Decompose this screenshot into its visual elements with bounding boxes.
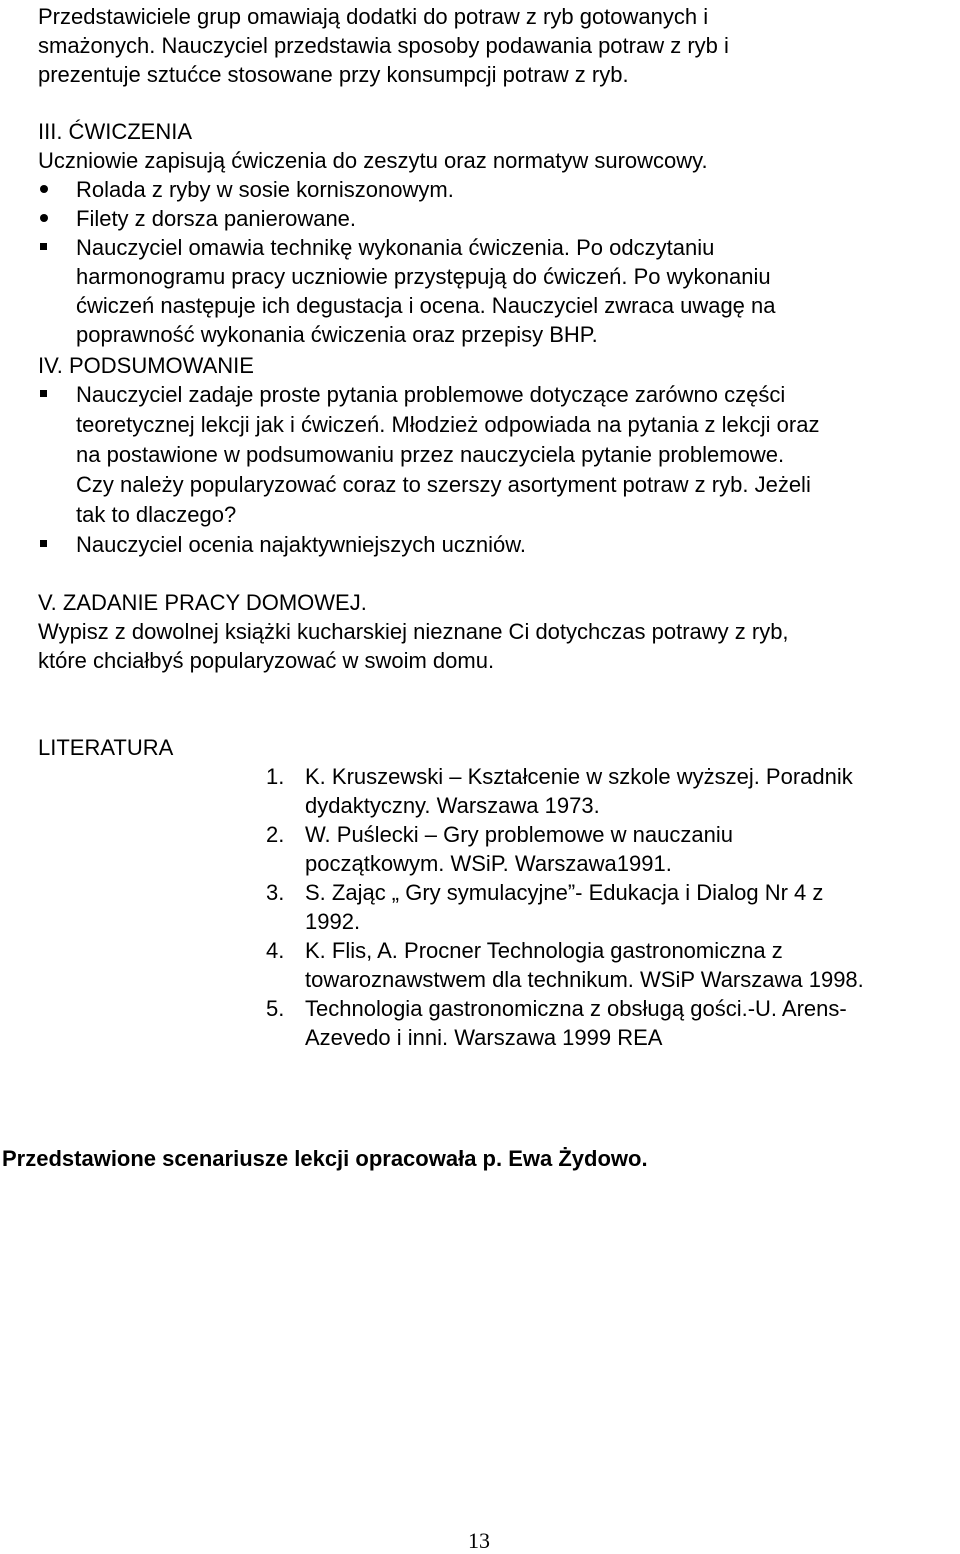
reference-line: Technologia gastronomiczna z obsługą gości.-U. Arens- — [305, 996, 847, 1021]
reference-line: S. Zając „ Gry symulacyjne”- Edukacja i Dialog Nr 4 z — [305, 880, 824, 905]
homework-line: które chciałbyś popularyzować w swoim domu. — [38, 648, 495, 673]
intro-line: smażonych. Nauczyciel przedstawia sposoby podawania potraw z ryb i — [38, 33, 729, 58]
reference-line: towaroznawstwem dla technikum. WSiP Warszawa 1998. — [305, 967, 864, 992]
section-heading-exercises: III. ĆWICZENIA — [38, 119, 192, 144]
page-number: 13 — [468, 1528, 490, 1553]
reference-line: 1992. — [305, 909, 361, 934]
reference-line: K. Kruszewski – Kształcenie w szkole wyższej. Poradnik — [305, 764, 853, 789]
summary-line: Nauczyciel ocenia najaktywniejszych uczniów. — [76, 532, 526, 557]
summary-line: teoretycznej lekcji jak i ćwiczeń. Młodzież odpowiada na pytania z lekcji oraz — [76, 412, 820, 437]
intro-line: prezentuje sztućce stosowane przy konsumpcji potraw z ryb. — [38, 62, 629, 87]
intro-line: Przedstawiciele grup omawiają dodatki do potraw z ryb gotowanych i — [38, 4, 709, 29]
reference-line: K. Flis, A. Procner Technologia gastronomiczna z — [305, 938, 783, 963]
summary-line: Czy należy popularyzować coraz to szerszy asortyment potraw z ryb. Jeżeli — [76, 472, 811, 497]
section-heading-homework: V. ZADANIE PRACY DOMOWEJ. — [38, 590, 367, 615]
reference-line: W. Puślecki – Gry problemowe w nauczaniu — [305, 822, 733, 847]
author-note: Przedstawione scenariusze lekcji opracowała p. Ewa Żydowo. — [2, 1146, 648, 1171]
note-line: harmonogramu pracy uczniowie przystępują do ćwiczeń. Po wykonaniu — [76, 264, 771, 289]
reference-line: Azevedo i inni. Warszawa 1999 REA — [305, 1025, 663, 1050]
reference-number: 3. — [266, 880, 285, 905]
section-heading-summary: IV. PODSUMOWANIE — [38, 353, 254, 378]
summary-line: tak to dlaczego? — [76, 502, 237, 527]
section-heading-literature: LITERATURA — [38, 735, 174, 760]
reference-line: dydaktyczny. Warszawa 1973. — [305, 793, 600, 818]
reference-number: 1. — [266, 764, 285, 789]
bullet-item: Rolada z ryby w sosie korniszonowym. — [76, 177, 454, 202]
summary-line: na postawione w podsumowaniu przez nauczyciela pytanie problemowe. — [76, 442, 785, 467]
reference-number: 4. — [266, 938, 285, 963]
exercises-intro: Uczniowie zapisują ćwiczenia do zeszytu oraz normatyw surowcowy. — [38, 148, 708, 173]
note-line: ćwiczeń następuje ich degustacja i ocena. Nauczyciel zwraca uwagę na — [76, 293, 776, 318]
reference-number: 5. — [266, 996, 285, 1021]
note-line: poprawność wykonania ćwiczenia oraz przepisy BHP. — [76, 322, 598, 347]
reference-line: początkowym. WSiP. Warszawa1991. — [305, 851, 672, 876]
bullet-item: Filety z dorsza panierowane. — [76, 206, 357, 231]
summary-line: Nauczyciel zadaje proste pytania problemowe dotyczące zarówno części — [76, 382, 786, 407]
note-line: Nauczyciel omawia technikę wykonania ćwiczenia. Po odczytaniu — [76, 235, 715, 260]
homework-line: Wypisz z dowolnej książki kucharskiej nieznane Ci dotychczas potrawy z ryb, — [38, 619, 789, 644]
reference-number: 2. — [266, 822, 285, 847]
